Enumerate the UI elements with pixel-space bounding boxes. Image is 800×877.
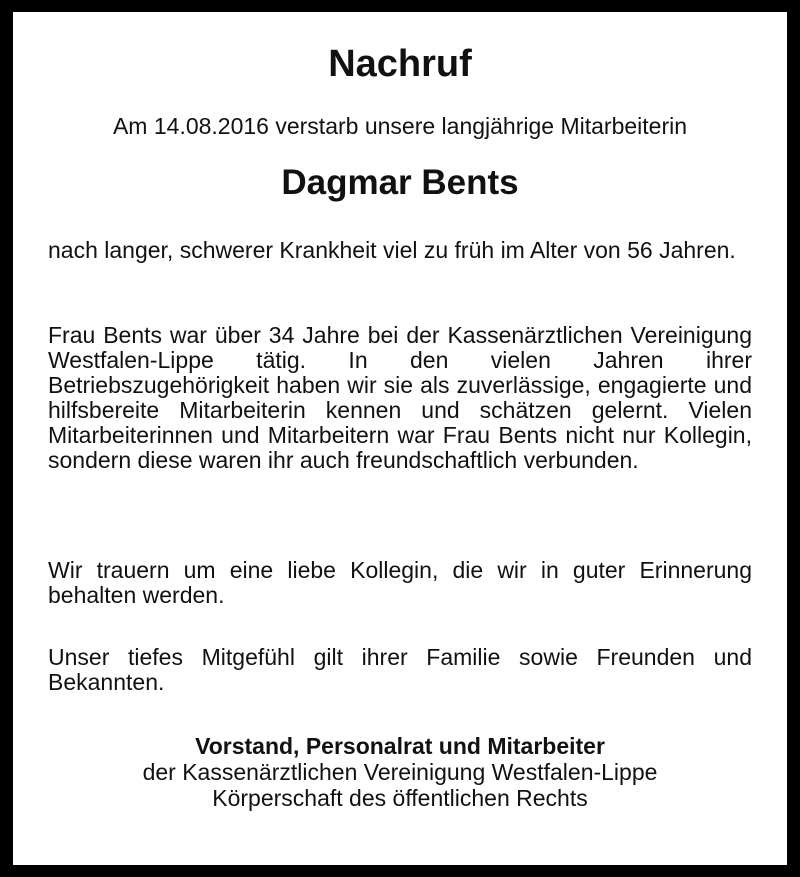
paragraph-1: nach langer, schwerer Krankheit viel zu früh im Alter von 56 Jahren. (48, 237, 736, 263)
paragraph-3: Wir trauern um eine liebe Kollegin, die wir in guter Erinnerung behalten werden. (48, 557, 752, 608)
deceased-name: Dagmar Bents (281, 163, 519, 202)
obituary-notice (13, 12, 787, 865)
signature-line-2: der Kassenärztlichen Vereinigung Westfalen-Lippe (142, 759, 658, 785)
paragraph-4: Unser tiefes Mitgefühl gilt ihrer Familie sowie Freunden und Bekannten. (48, 644, 752, 695)
signature-line-3: Körperschaft des öffentlichen Rechts (212, 785, 588, 811)
paragraph-2: Frau Bents war über 34 Jahre bei der Kassenärztlichen Vereinigung Westfalen-Lippe tätig. In den vielen Jahren ihrer Betriebszugehörigkeit haben wir sie als zuverlässige, engagierte und hilfsbereite Mitarbeiterin kennen und schätzen gelernt. Vielen Mitarbeiterinnen und Mitarbeitern war Frau Bents nicht nur Kollegin, sondern diese waren ihr auch freundschaftlich verbunden. (48, 322, 752, 473)
title: Nachruf (328, 43, 472, 85)
intro-text: Am 14.08.2016 verstarb unsere langjährige Mitarbeiterin (112, 113, 688, 139)
signature-line-1: Vorstand, Personalrat und Mitarbeiter (195, 733, 605, 759)
